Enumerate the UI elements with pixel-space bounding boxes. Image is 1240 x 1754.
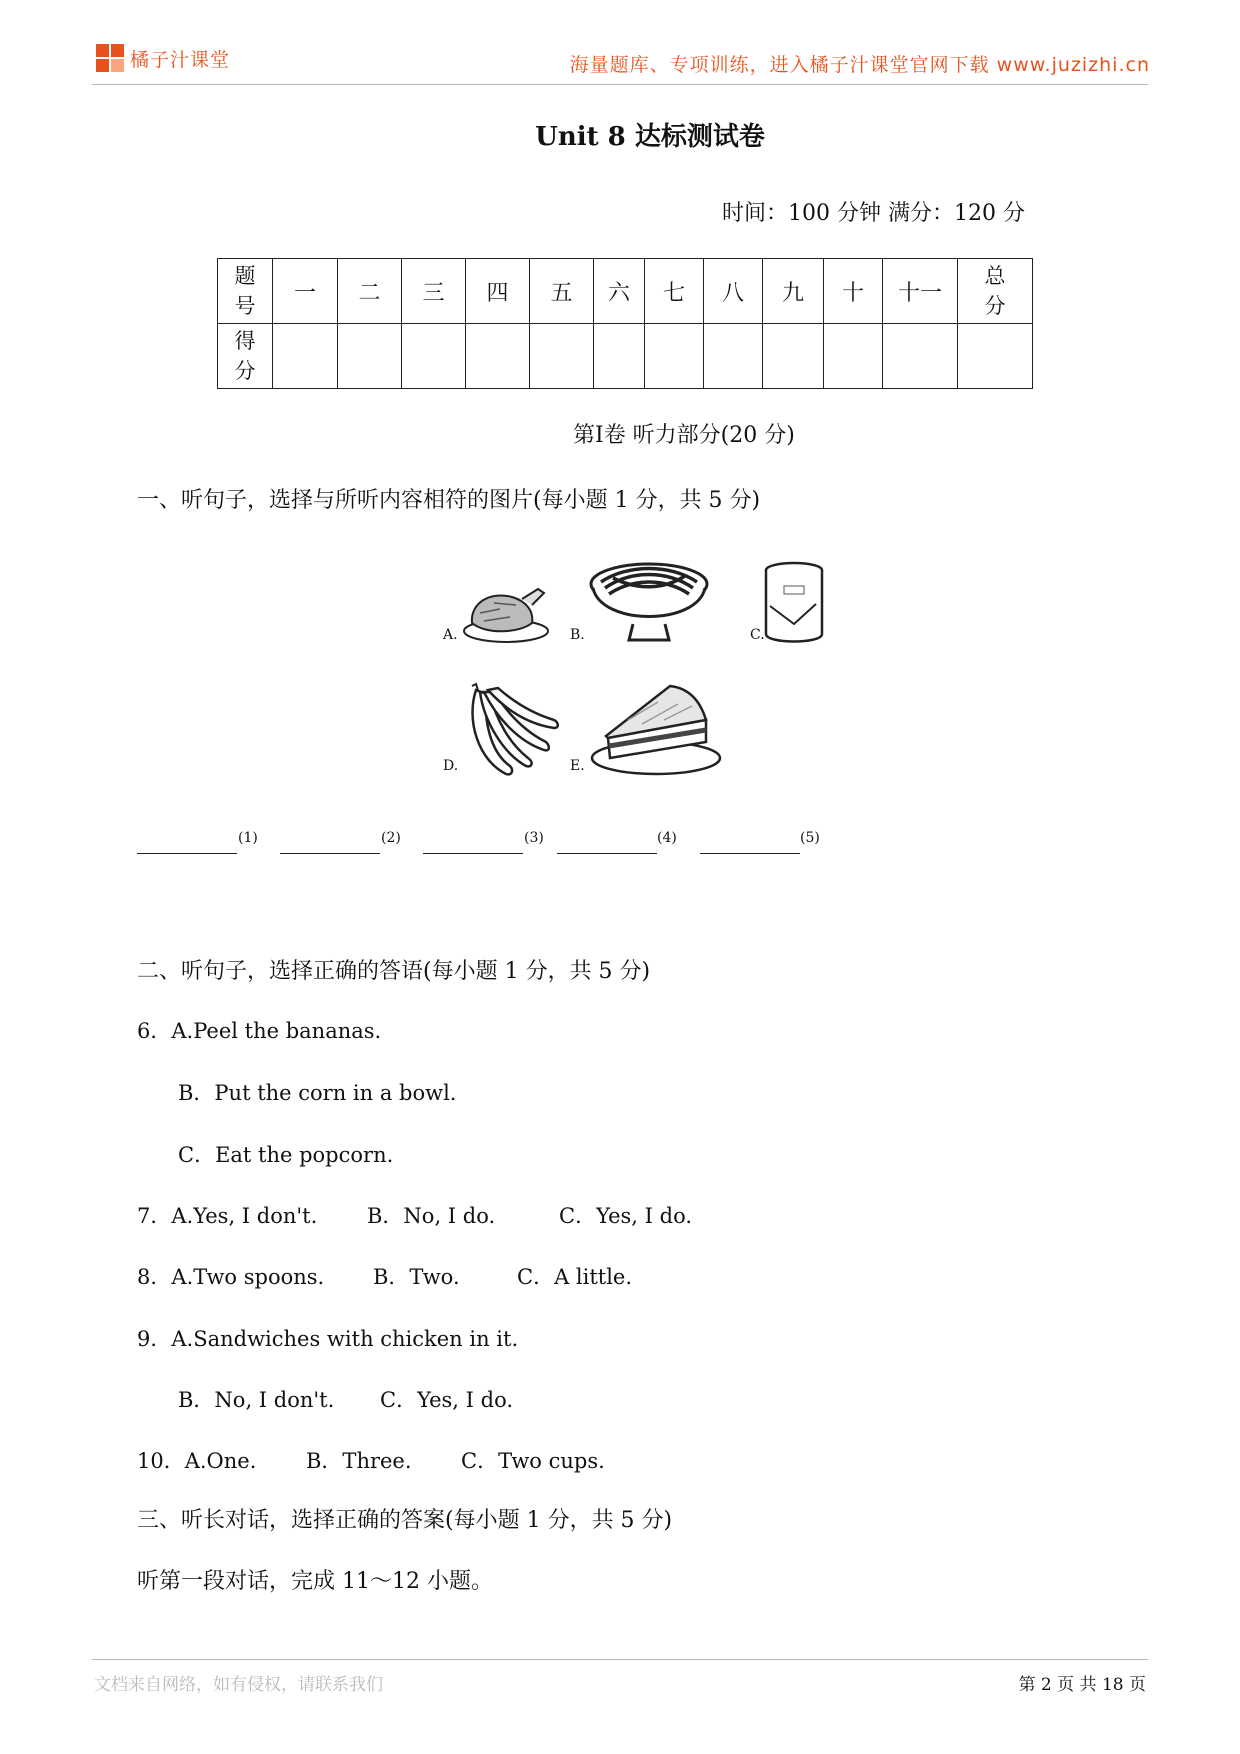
q8-option-b: B．Two. <box>373 1265 460 1289</box>
score-cell[interactable] <box>273 324 338 389</box>
q7-option-c: C．Yes, I do. <box>559 1204 693 1228</box>
score-cell[interactable] <box>958 324 1033 389</box>
col-5: 五 <box>530 259 594 324</box>
section3-heading: 三、听长对话，选择正确的答案(每小题 1 分，共 5 分) <box>137 1508 673 1533</box>
col-9: 九 <box>763 259 824 324</box>
logo-text: 橘子汁课堂 <box>130 48 231 71</box>
answer-blank-3[interactable] <box>423 853 523 854</box>
col-2: 二 <box>338 259 402 324</box>
blank-label-2: (2) <box>381 830 401 846</box>
col-8: 八 <box>704 259 763 324</box>
bananas-icon <box>462 680 562 780</box>
score-cell[interactable] <box>530 324 594 389</box>
answer-blank-4[interactable] <box>557 853 657 854</box>
total-label-2: 分 <box>984 294 1006 318</box>
picture-label-b: B. <box>570 627 585 643</box>
score-label-1: 得 <box>234 329 256 353</box>
score-cell[interactable] <box>645 324 704 389</box>
score-cell[interactable] <box>402 324 466 389</box>
score-label-2: 分 <box>234 359 256 383</box>
q6-option-a: 6．A.Peel the bananas. <box>137 1019 382 1043</box>
q7-option-a: 7．A.Yes, I don't. <box>137 1204 318 1228</box>
page-number: 第 2 页 共 18 页 <box>1018 1675 1146 1695</box>
col-4: 四 <box>466 259 530 324</box>
blank-label-1: (1) <box>238 830 258 846</box>
q8-option-a: 8．A.Two spoons. <box>137 1265 325 1289</box>
score-cell[interactable] <box>338 324 402 389</box>
picture-label-e: E. <box>570 758 585 774</box>
answer-blank-1[interactable] <box>137 853 237 854</box>
answer-blank-5[interactable] <box>700 853 800 854</box>
q6-option-b: B．Put the corn in a bowl. <box>178 1081 457 1105</box>
picture-label-c: C. <box>750 627 765 643</box>
col-3: 三 <box>402 259 466 324</box>
q10-option-c: C．Two cups. <box>461 1449 605 1473</box>
q10-option-a: 10．A.One. <box>137 1449 257 1473</box>
col-total <box>958 259 1033 324</box>
col-7: 七 <box>645 259 704 324</box>
col-11: 十一 <box>883 259 958 324</box>
score-table <box>217 258 1033 389</box>
can-icon <box>762 560 826 646</box>
blank-label-3: (3) <box>524 830 544 846</box>
noodle-bowl-icon <box>587 560 711 648</box>
score-cell[interactable] <box>824 324 883 389</box>
picture-label-d: D. <box>443 758 459 774</box>
footer-divider <box>92 1659 1148 1660</box>
blank-label-4: (4) <box>657 830 677 846</box>
brand-logo <box>96 44 230 72</box>
part-title: 第Ⅰ卷 听力部分(20 分) <box>573 423 795 448</box>
q10-option-b: B．Three. <box>306 1449 412 1473</box>
score-table-header-row <box>218 259 1033 324</box>
exam-meta: 时间：100 分钟 满分：120 分 <box>722 201 1025 226</box>
col-6: 六 <box>594 259 645 324</box>
roast-chicken-icon <box>460 583 552 645</box>
section2-heading: 二、听句子，选择正确的答语(每小题 1 分，共 5 分) <box>137 959 651 984</box>
q8-option-c: C．A little. <box>517 1265 633 1289</box>
header-slogan[interactable]: 海量题库、专项训练，进入橘子汁课堂官网下载 www.juzizhi.cn <box>569 54 1150 76</box>
blank-label-5: (5) <box>800 830 820 846</box>
score-cell[interactable] <box>466 324 530 389</box>
section3-instruction: 听第一段对话，完成 11～12 小题。 <box>137 1569 493 1594</box>
picture-label-a: A. <box>443 627 458 643</box>
logo-icon <box>96 44 124 72</box>
col-10: 十 <box>824 259 883 324</box>
section1-heading: 一、听句子，选择与所听内容相符的图片(每小题 1 分，共 5 分) <box>137 488 761 513</box>
col-1: 一 <box>273 259 338 324</box>
header-label-2: 号 <box>234 294 256 318</box>
total-label-1: 总 <box>984 264 1006 288</box>
answer-blank-2[interactable] <box>280 853 380 854</box>
q6-option-c: C．Eat the popcorn. <box>178 1143 394 1167</box>
header-divider <box>92 84 1148 85</box>
page-title: Unit 8 达标测试卷 <box>535 122 765 152</box>
header-label-1: 题 <box>234 264 256 288</box>
score-cell[interactable] <box>763 324 824 389</box>
cake-slice-icon <box>588 680 724 780</box>
q7-option-b: B．No, I do. <box>367 1204 496 1228</box>
q9-option-b: B．No, I don't. <box>178 1388 335 1412</box>
score-cell-label <box>218 324 273 389</box>
score-cell[interactable] <box>594 324 645 389</box>
score-cell[interactable] <box>704 324 763 389</box>
score-cell[interactable] <box>883 324 958 389</box>
header-cell-label <box>218 259 273 324</box>
q9-option-a: 9．A.Sandwiches with chicken in it. <box>137 1327 519 1351</box>
footer-disclaimer: 文档来自网络，如有侵权，请联系我们 <box>94 1675 383 1695</box>
q9-option-c: C．Yes, I do. <box>380 1388 514 1412</box>
score-table-score-row <box>218 324 1033 389</box>
